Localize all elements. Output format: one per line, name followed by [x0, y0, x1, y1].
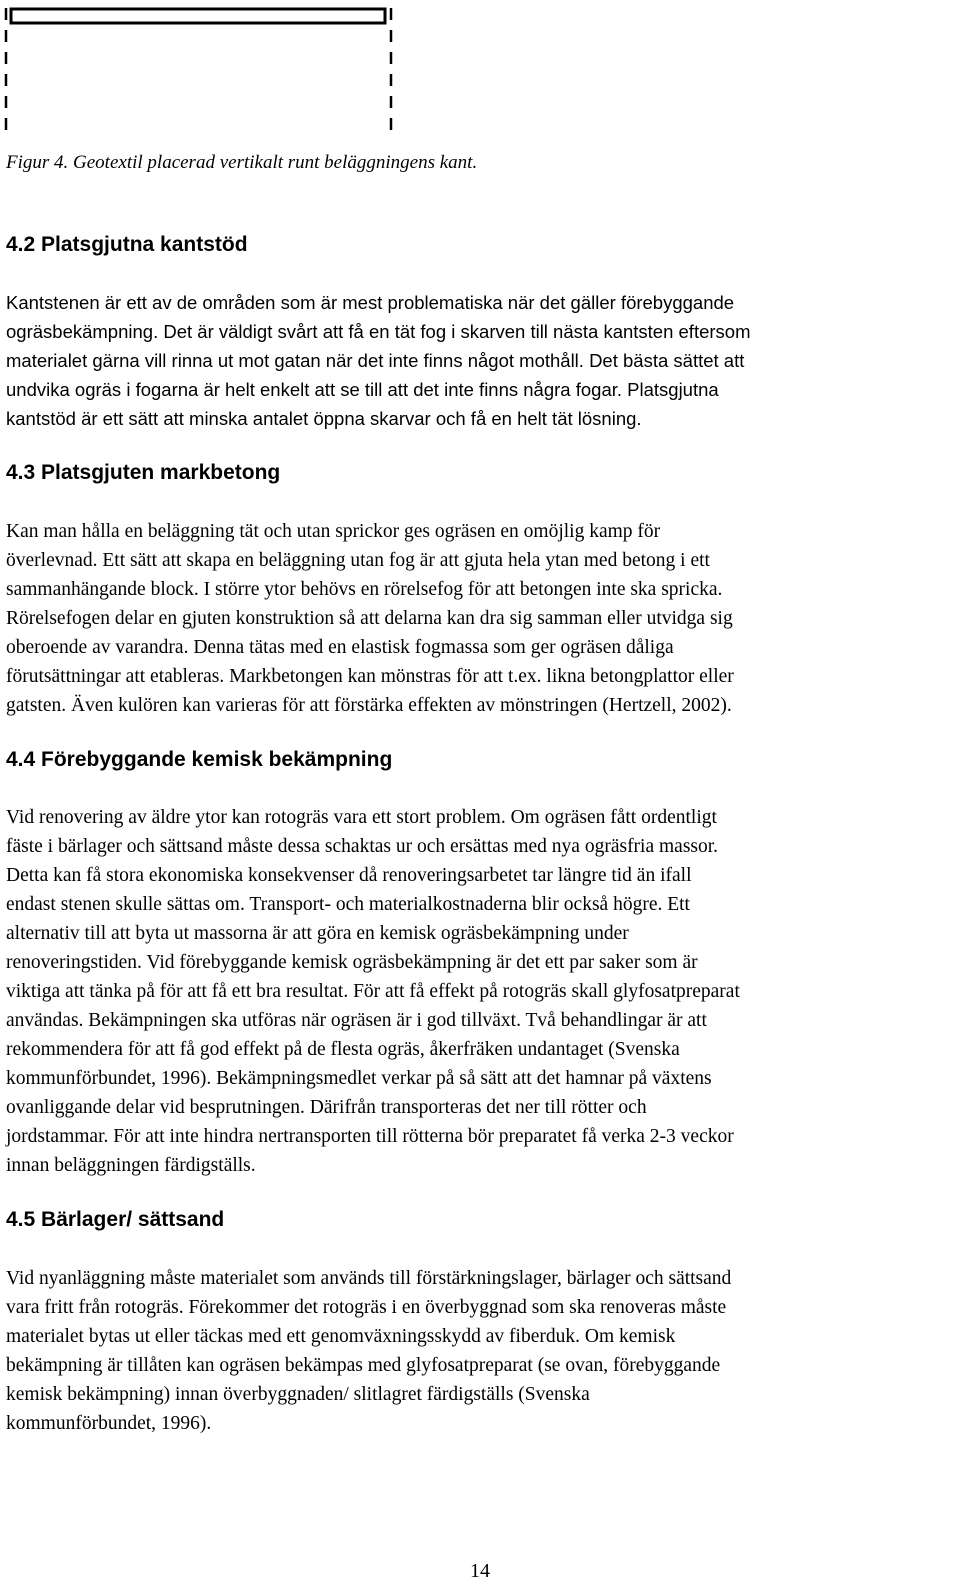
figure-illustration — [0, 0, 400, 140]
text-line: materialet bytas ut eller täckas med ett genomväxningsskydd av fiberduk. Om kemisk — [6, 1326, 676, 1347]
text-line: kommunförbundet, 1996). — [6, 1413, 212, 1434]
text-line: materialet gärna vill rinna ut mot gatan när det inte finns något mothåll. Det bästa sättet att — [6, 350, 745, 371]
text-line: alternativ till att byta ut massorna är att göra en kemisk ogräsbekämpning under — [6, 923, 629, 944]
section-heading-4-5: 4.5 Bärlager/ sättsand — [6, 1208, 225, 1231]
text-line: ovanliggande delar vid besprutningen. Därifrån transporteras det ner till rötter och — [6, 1097, 647, 1118]
text-line: Detta kan få stora ekonomiska konsekvenser då renoveringsarbetet tar längre tid än ifall — [6, 865, 692, 886]
text-line: endast stenen skulle sättas om. Transport- och materialkostnaderna blir också högre. Ett — [6, 894, 690, 915]
text-line: Vid renovering av äldre ytor kan rotogräs vara ett stort problem. Om ogräsen fått ordentligt — [6, 807, 717, 828]
section-heading-4-2: 4.2 Platsgjutna kantstöd — [6, 233, 248, 256]
text-line: bekämpning är tillåten kan ogräsen bekämpas med glyfosatpreparat (se ovan, förebyggande — [6, 1355, 721, 1376]
text-line: jordstammar. För att inte hindra nertransporten till rötterna bör preparatet få verka 2-3 veckor — [6, 1126, 734, 1147]
text-line: innan beläggningen färdigställs. — [6, 1155, 256, 1176]
text-line: Rörelsefogen delar en gjuten konstruktion så att delarna kan dra sig samman eller utvidga sig — [6, 608, 733, 629]
section-4-4-paragraph — [6, 803, 960, 1180]
section-4-5-paragraph — [6, 1264, 960, 1438]
text-line: ogräsbekämpning. Det är väldigt svårt att få en tät fog i skarven till nästa kantsten eftersom — [6, 321, 751, 342]
text-line: viktiga att tänka på för att få ett bra resultat. För att få effekt på rotogräs skall glyfosatpreparat — [6, 981, 740, 1002]
page-number: 14 — [470, 1560, 490, 1582]
section-heading-4-4: 4.4 Förebyggande kemisk bekämpning — [6, 748, 393, 771]
text-line: rekommendera för att få god effekt på de flesta ogräs, åkerfräken undantaget (Svenska — [6, 1039, 680, 1060]
section-4-3-paragraph — [6, 517, 960, 720]
text-line: Vid nyanläggning måste materialet som används till förstärkningslager, bärlager och sättsand — [6, 1268, 732, 1289]
text-line: användas. Bekämpningen ska utföras när ogräsen är i god tillväxt. Två behandlingar är att — [6, 1010, 707, 1031]
text-line: överlevnad. Ett sätt att skapa en beläggning utan fog är att gjuta hela ytan med betong i ett — [6, 550, 710, 571]
text-line: Kan man hålla en beläggning tät och utan sprickor ges ogräsen en omöjlig kamp för — [6, 521, 661, 542]
text-line: vara fritt från rotogräs. Förekommer det rotogräs i en överbyggnad som ska renoveras måste — [6, 1297, 727, 1318]
section-4-2-paragraph — [6, 288, 960, 433]
text-line: förutsättningar att etableras. Markbetongen kan mönstras för att t.ex. likna betongplattor eller — [6, 666, 734, 687]
text-line: kommunförbundet, 1996). Bekämpningsmedlet verkar på så sätt att det hamnar på växtens — [6, 1068, 712, 1089]
text-line: kemisk bekämpning) innan överbyggnaden/ slitlagret färdigställs (Svenska — [6, 1384, 590, 1405]
text-line: sammanhängande block. I större ytor behövs en rörelsefog för att betongen inte ska spricka. — [6, 579, 723, 600]
geotextile-top-edge — [11, 9, 385, 23]
text-line: undvika ogräs i fogarna är helt enkelt att se till att det inte finns några fogar. Platsgjutna — [6, 379, 719, 400]
text-line: renoveringstiden. Vid förebyggande kemisk ogräsbekämpning är det ett par saker som är — [6, 952, 698, 973]
figure-caption: Figur 4. Geotextil placerad vertikalt runt beläggningens kant. — [6, 152, 478, 173]
text-line: oberoende av varandra. Denna tätas med en elastisk fogmassa som ger ogräsen dåliga — [6, 637, 674, 658]
text-line: gatsten. Även kulören kan varieras för att förstärka effekten av mönstringen (Hertzell, 2002). — [6, 695, 732, 716]
text-line: kantstöd är ett sätt att minska antalet öppna skarvar och få en helt tät lösning. — [6, 408, 642, 429]
text-line: fäste i bärlager och sättsand måste dessa schaktas ur och ersättas med nya ogräsfria massor. — [6, 836, 719, 857]
text-line: Kantstenen är ett av de områden som är mest problematiska när det gäller förebyggande — [6, 292, 735, 313]
section-heading-4-3: 4.3 Platsgjuten markbetong — [6, 461, 281, 484]
